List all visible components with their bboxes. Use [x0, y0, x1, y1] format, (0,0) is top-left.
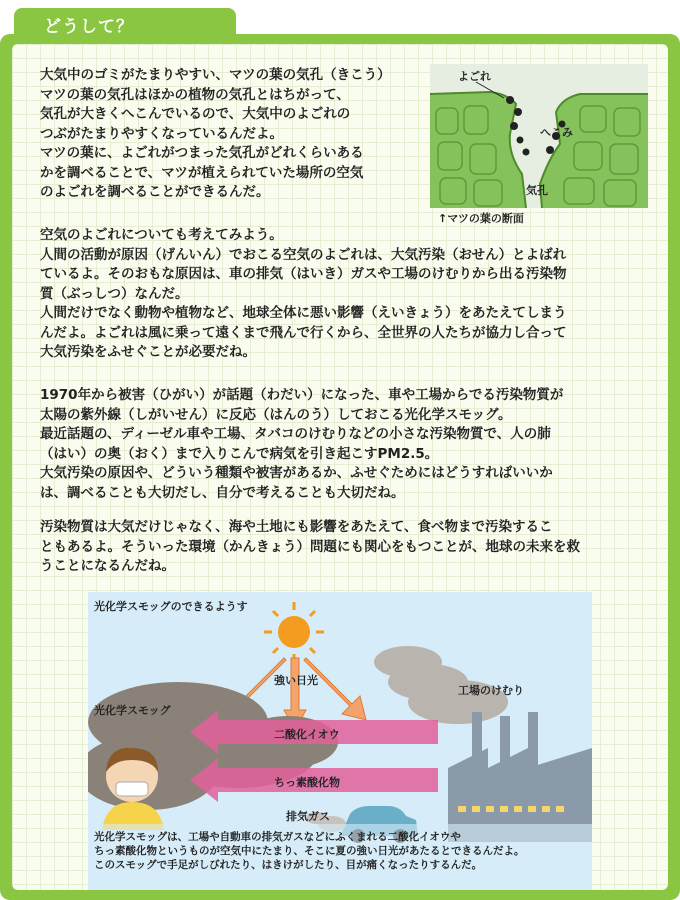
text-line: 人間だけでなく動物や植物など、地球全体に悪い影響（えいきょう）をあたえてしまう: [40, 305, 567, 321]
label-nox: ちっ素酸化物: [274, 776, 340, 789]
text-line: 空気のよごれについても考えてみよう。: [40, 227, 283, 243]
label-so2: 二酸化イオウ: [274, 728, 340, 741]
caption-line: このスモッグで手足がしびれたり、はきけがしたり、目が痛くなったりするんだ。: [94, 859, 483, 871]
text-line: 大気汚染をふせぐことが必要だね。: [40, 344, 256, 360]
text-line: 気孔が大きくへこんでいるので、大気中のよごれの: [40, 106, 351, 122]
label-stoma: 気孔: [526, 184, 548, 197]
text-line: は、調べることも大切だし、自分で考えることも大切だね。: [40, 484, 405, 501]
text-line: 大気中のゴミがたまりやすい、マツの葉の気孔（きこう）: [40, 67, 391, 83]
label-smog: 光化学スモッグ: [94, 704, 171, 717]
text-line: つぶがたまりやすくなっているんだよ。: [40, 125, 283, 142]
text-line: ているよ。そのおもな原因は、車の排気（はいき）ガスや工場のけむりから出る汚染物: [40, 266, 567, 282]
text-line: 太陽の紫外線（しがいせん）に反応（はんのう）しておこる光化学スモッグ。: [40, 406, 512, 423]
text-line: かを調べることで、マツが植えられていた場所の空気: [40, 164, 364, 181]
label-factory-smoke: 工場のけむり: [458, 684, 524, 697]
text-line: 最近話題の、ディーゼル車や工場、タバコのけむりなどの小さな汚染物質で、人の肺: [40, 426, 551, 442]
text-line: 1970年から被害（ひがい）が話題（わだい）になった、車や工場からでる汚染物質が: [40, 387, 564, 403]
paragraph-pine-stomata: [40, 66, 391, 203]
text-line: 汚染物質は大気だけじゃなく、海や土地にも影響をあたえて、食べ物まで汚染するこ: [40, 519, 553, 535]
paragraph-environment: [40, 518, 580, 577]
smog-illustration: [88, 592, 592, 890]
text-line: マツの葉の気孔はほかの植物の気孔とはちがって、: [40, 86, 350, 103]
text-line: （はい）の奥（おく）まで入りこんで病気を引き起こすPM2.5。: [40, 445, 439, 462]
leaf-figure-caption: ↑マツの葉の断面: [438, 212, 524, 225]
text-line: 人間の活動が原因（げんいん）でおこる空気のよごれは、大気汚染（おせん）とよばれ: [40, 246, 567, 263]
label-sunlight: 強い日光: [274, 674, 318, 687]
header-tab: [14, 8, 236, 38]
paragraph-smog-pm25: [40, 386, 563, 503]
text-line: うことになるんだね。: [40, 558, 175, 574]
smog-figure-title: 光化学スモッグのできるようす: [94, 600, 248, 613]
text-line: んだよ。よごれは風に乗って遠くまで飛んで行くから、全世界の人たちが協力し合って: [40, 324, 567, 341]
text-line: マツの葉に、よごれがつまった気孔がどれくらいある: [40, 145, 364, 161]
page-title: どうして？: [44, 17, 134, 37]
label-dent: へこみ: [540, 126, 573, 139]
text-line: のよごれを調べることができるんだ。: [40, 184, 270, 200]
text-line: 質（ぶっしつ）なんだ。: [40, 285, 189, 302]
pine-leaf-cross-section: [430, 64, 648, 208]
caption-line: 光化学スモッグは、工場や自動車の排気ガスなどにふくまれる二酸化イオウや: [94, 831, 461, 843]
label-dirt: よごれ: [458, 70, 491, 83]
smog-figure-caption: [94, 830, 525, 872]
label-exhaust: 排気ガス: [286, 810, 330, 823]
text-line: ともあるよ。そういった環境（かんきょう）問題にも関心をもつことが、地球の未来を救: [40, 538, 580, 555]
text-line: 大気汚染の原因や、どういう種類や被害があるか、ふせぐためにはどうすればいいか: [40, 465, 553, 481]
paragraph-air-pollution: [40, 226, 567, 363]
caption-line: ちっ素酸化物というものが空気中にたまり、そこに夏の強い日光があたるとできるんだよ。: [94, 845, 525, 857]
